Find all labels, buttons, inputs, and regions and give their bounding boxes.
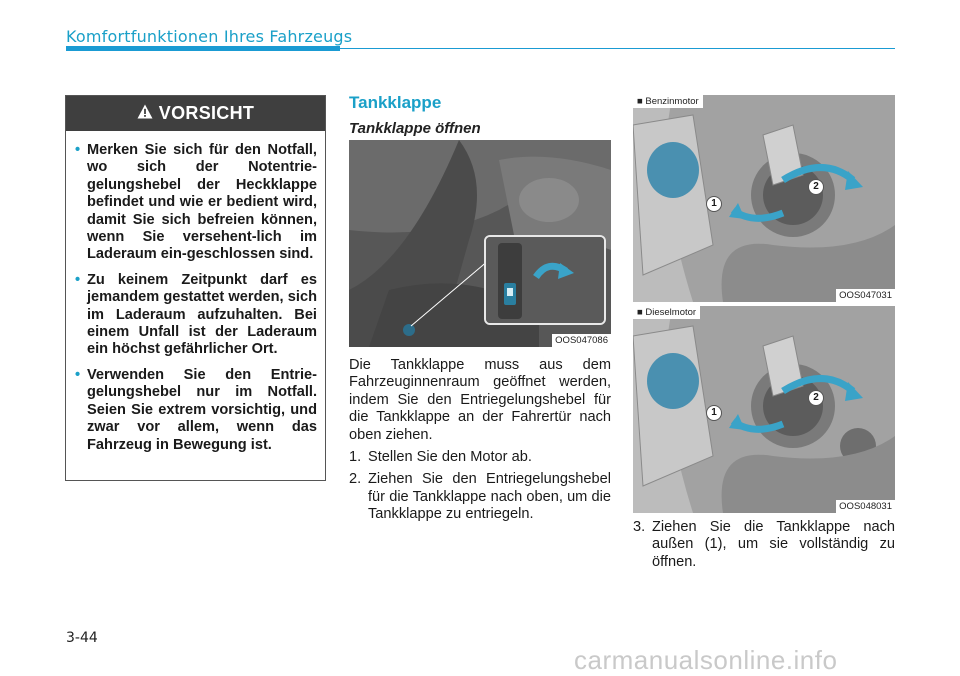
- caution-box: [65, 95, 326, 481]
- figure-code: OOS047086: [552, 334, 611, 347]
- figure-code: OOS048031: [836, 500, 895, 513]
- step-number: 3.: [633, 519, 646, 535]
- step-text: Ziehen Sie den Entriegelungshebel für die Tankklappe nach oben, um die Tankklappe zu entriegeln.: [368, 471, 611, 523]
- caution-item-text: Zu keinem Zeitpunkt darf es jemandem gestattet werden, sich im Laderaum aufzuhalten. Bei einem Unfall ist der Laderaum ein höchst gefährlicher Ort.: [87, 271, 317, 358]
- engine-type-label: ■ Benzinmotor: [633, 95, 703, 108]
- diesel-fuel-door-figure: [633, 306, 895, 513]
- interior-lever-figure: [349, 140, 611, 347]
- header-rule: [340, 48, 895, 49]
- step-text: Stellen Sie den Motor ab.: [368, 449, 532, 466]
- engine-type-label: ■ Dieselmotor: [633, 306, 700, 319]
- section-title: Tankklappe: [349, 93, 442, 112]
- petrol-illustration: [633, 95, 895, 302]
- step-text: Ziehen Sie die Tankklappe nach außen (1), um sie vollständig zu öffnen.: [652, 519, 895, 570]
- caution-list: [66, 131, 325, 454]
- caution-header: [66, 96, 325, 131]
- callout-2-icon: 2: [808, 179, 824, 195]
- step-row: [633, 519, 895, 571]
- step-number: 1.: [349, 449, 362, 466]
- step-item: [349, 449, 611, 466]
- detail-inset: [484, 235, 606, 325]
- callout-1-icon: 1: [706, 196, 722, 212]
- petrol-fuel-door-figure: [633, 95, 895, 302]
- body-text: [349, 357, 611, 529]
- section-subtitle: Tankklappe öffnen: [349, 120, 481, 137]
- bullet-icon: •: [75, 142, 81, 158]
- figure-code: OOS047031: [836, 289, 895, 302]
- caution-item: [75, 142, 317, 264]
- caution-title: VORSICHT: [158, 103, 255, 123]
- lever-detail-illustration: [486, 237, 604, 323]
- caution-item-text: Verwenden Sie den Entrie-gelungshebel nur im Notfall. Seien Sie extrem vorsichtig, und zwar vor allem, wenn das Fahrzeug in Bewegung ist.: [87, 366, 317, 453]
- header-rule-accent: [66, 46, 340, 51]
- callout-2-icon: 2: [808, 390, 824, 406]
- intro-paragraph: Die Tankklappe muss aus dem Fahrzeuginnenraum geöffnet werden, indem Sie den Entriegelungshebel für die Tankklappe an der Fahrertür nach oben ziehen.: [349, 357, 611, 443]
- step-item: [349, 471, 611, 523]
- page-number: 3-44: [66, 630, 98, 646]
- step-item: [633, 519, 895, 571]
- caution-item: [75, 367, 317, 454]
- callout-1-icon: 1: [706, 405, 722, 421]
- watermark: carmanualsonline.info: [574, 645, 838, 675]
- caution-item-text: Merken Sie sich für den Notfall, wo sich der Notentrie-gelungshebel der Heckklappe befindet und wie er bedient wird, damit Sie sich befreien können, wenn Sie versehent-lich im Laderaum ein-geschlossen sind.: [87, 142, 317, 263]
- caution-item: [75, 272, 317, 359]
- bullet-icon: •: [75, 271, 81, 288]
- warning-triangle-icon: [137, 103, 153, 124]
- section-header: Komfortfunktionen Ihres Fahrzeugs: [66, 27, 353, 46]
- step-number: 2.: [349, 471, 362, 488]
- diesel-illustration: [633, 306, 895, 513]
- bullet-icon: •: [75, 366, 81, 383]
